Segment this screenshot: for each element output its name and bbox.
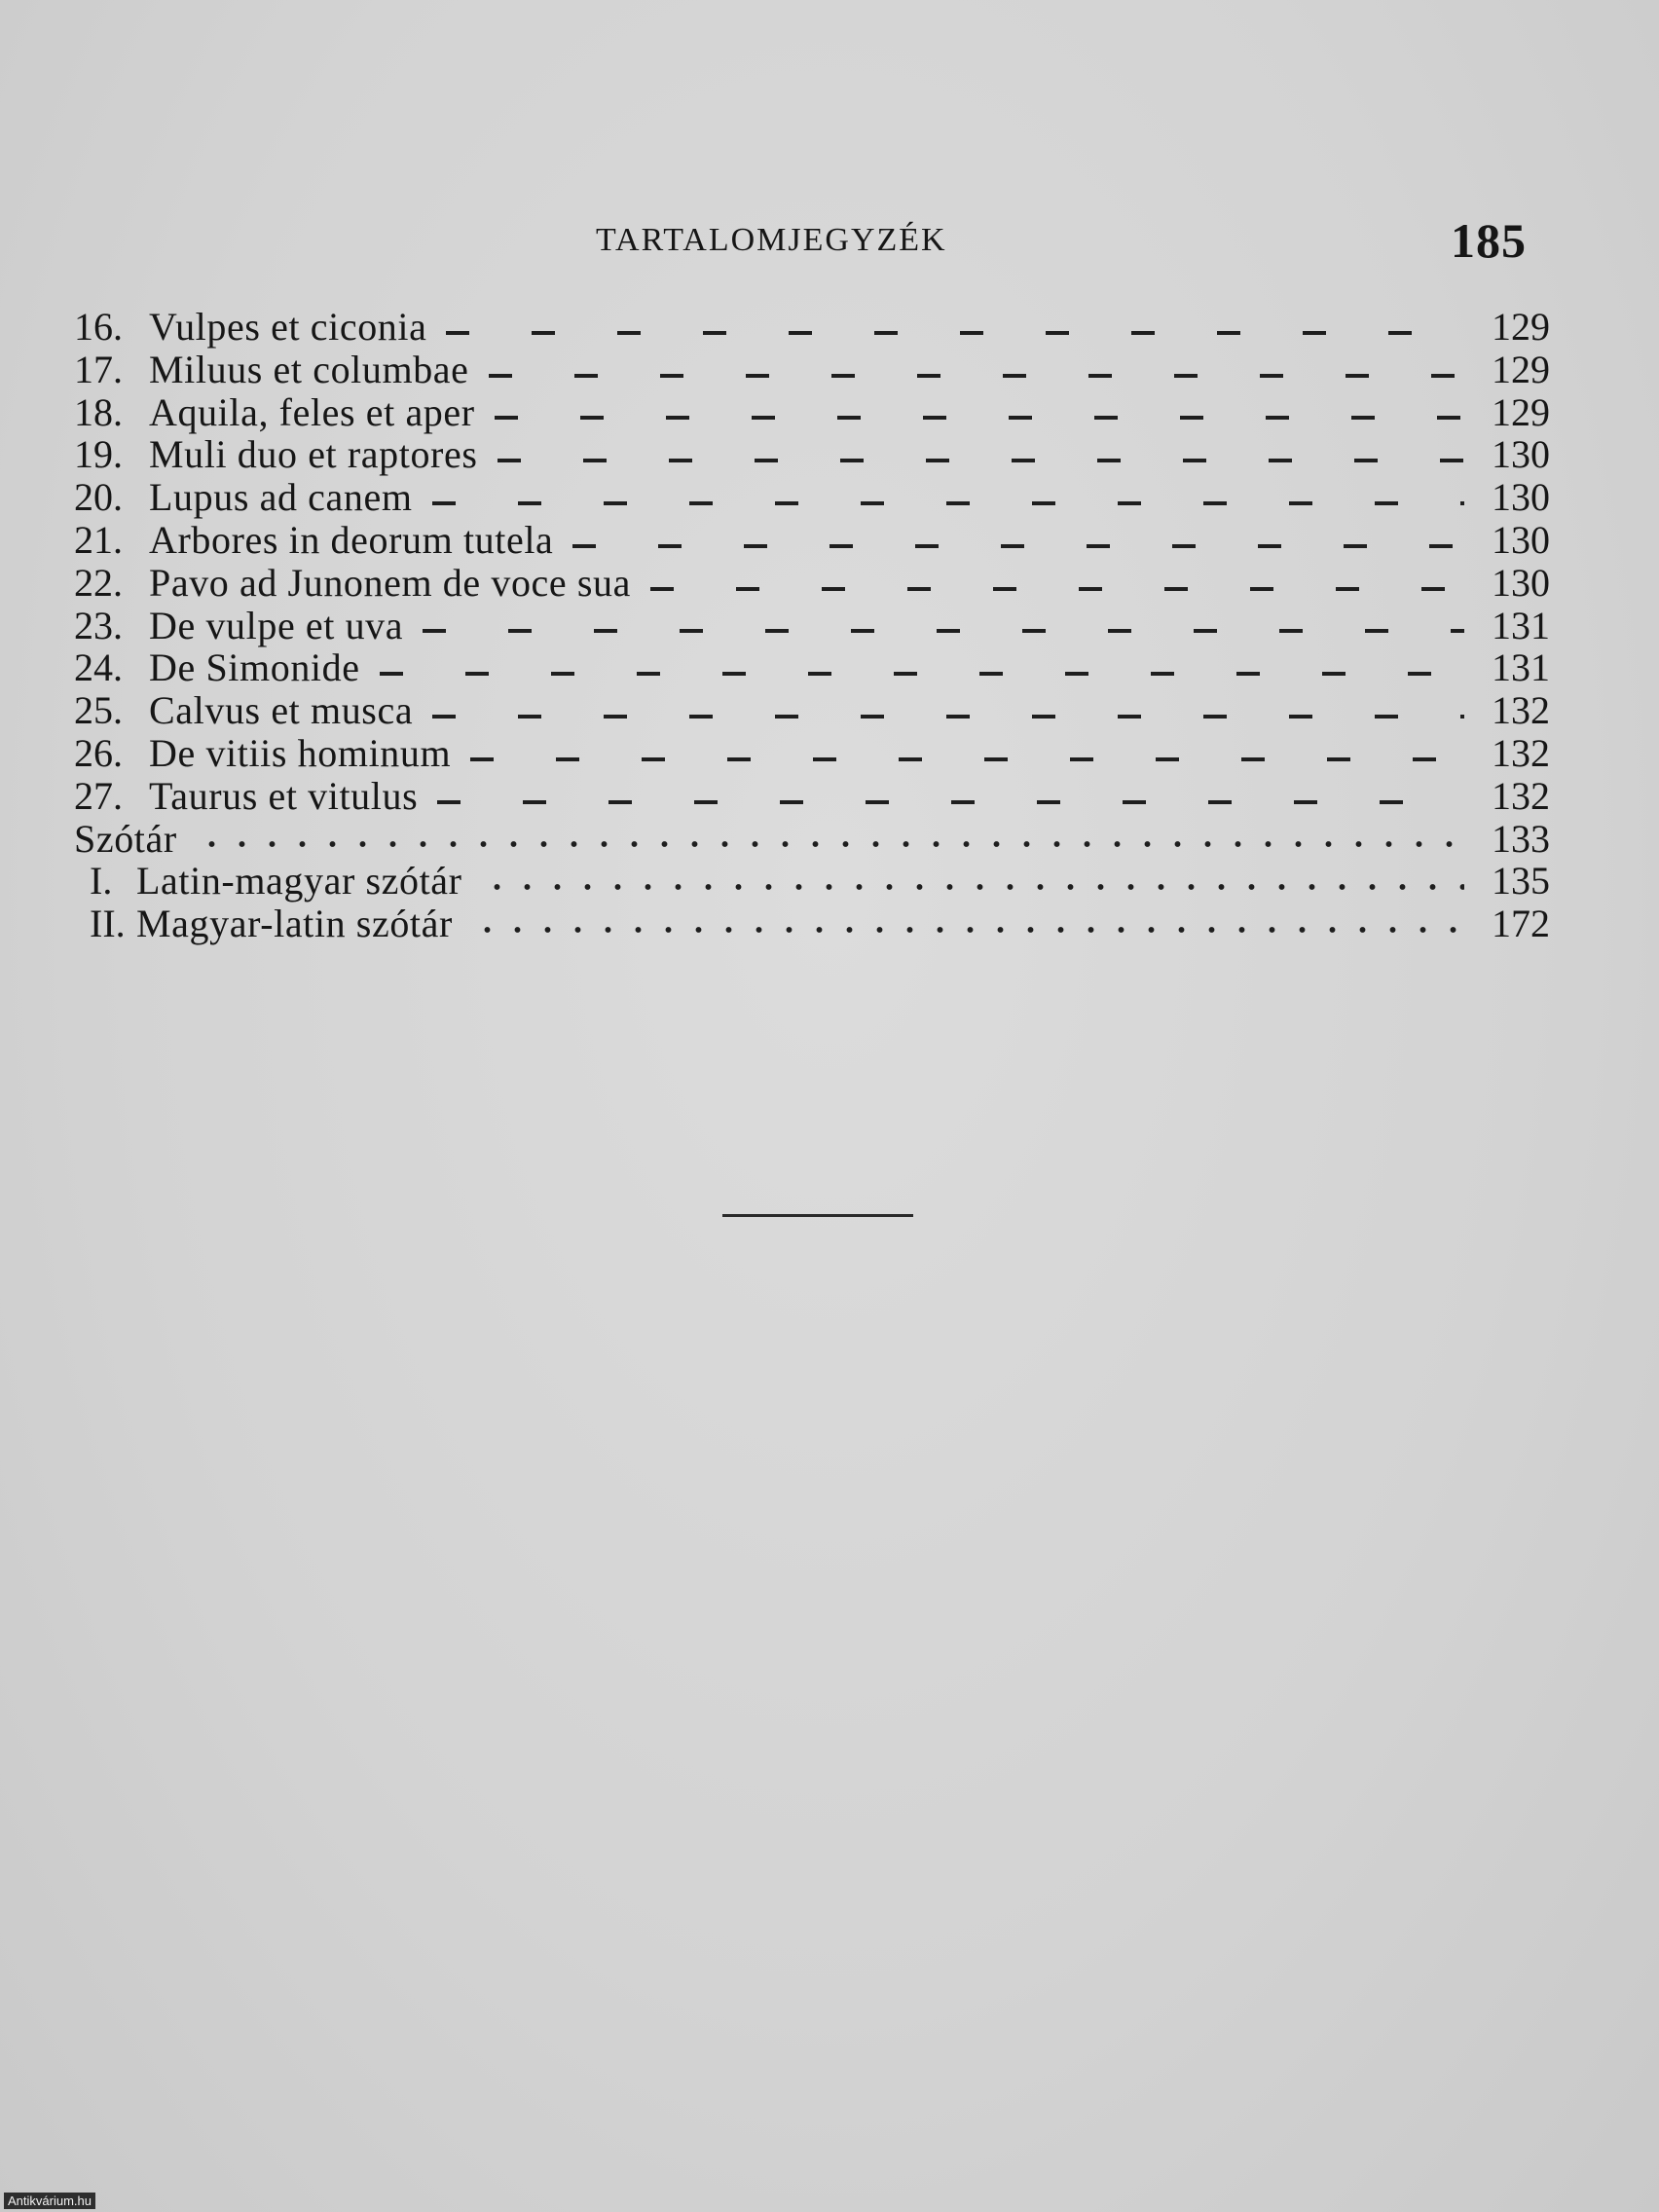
toc-entry — [74, 391, 1550, 434]
toc-entry-page: 130 — [1492, 432, 1550, 477]
toc-entry-title: De Simonide — [149, 645, 360, 690]
dash-leader — [380, 669, 1464, 679]
toc-entry-number: 24. — [74, 645, 123, 690]
toc-entry-number: 26. — [74, 730, 123, 775]
toc-entry-page: 132 — [1492, 773, 1550, 818]
dash-leader — [498, 456, 1465, 465]
toc-entry-title: Aquila, feles et aper — [149, 389, 475, 434]
toc-entry-title: De vulpe et uva — [149, 603, 404, 647]
toc-entry-title: Arbores in deorum tutela — [149, 517, 554, 562]
toc-entry — [74, 646, 1550, 689]
end-rule — [722, 1214, 913, 1217]
table-of-contents — [74, 306, 1550, 945]
dot-leader — [197, 839, 1464, 849]
toc-entry-title: De vitiis hominum — [149, 730, 452, 775]
toc-entry-number: II. — [90, 902, 126, 946]
toc-entry-title: Magyar-latin szótár — [136, 902, 453, 946]
toc-entry-title: Latin-magyar szótár — [136, 859, 462, 903]
toc-entry-page: 131 — [1492, 603, 1550, 647]
running-head: TARTALOMJEGYZÉK — [596, 222, 947, 258]
toc-entry-page: 172 — [1492, 902, 1550, 946]
toc-entry — [74, 306, 1550, 349]
dash-leader — [489, 371, 1464, 381]
toc-entry — [74, 689, 1550, 732]
dash-leader — [437, 797, 1464, 807]
toc-entry-title: Miluus et columbae — [149, 347, 469, 391]
toc-entry — [74, 860, 1550, 903]
dash-leader — [446, 328, 1464, 338]
toc-entry-title: Szótár — [74, 816, 177, 861]
toc-entry — [74, 818, 1550, 861]
dash-leader — [572, 541, 1464, 551]
dash-leader — [432, 498, 1464, 508]
toc-entry — [74, 775, 1550, 818]
toc-entry-page: 130 — [1492, 475, 1550, 520]
toc-entry-page: 135 — [1492, 859, 1550, 903]
dash-leader — [432, 712, 1464, 721]
dot-leader — [472, 925, 1464, 935]
dash-leader — [423, 626, 1464, 636]
toc-entry-number: 23. — [74, 603, 123, 647]
watermark: Antikvárium.hu — [4, 2193, 95, 2209]
toc-entry-title: Vulpes et ciconia — [149, 305, 427, 349]
toc-entry-page: 130 — [1492, 517, 1550, 562]
toc-entry-page: 132 — [1492, 730, 1550, 775]
toc-entry — [74, 732, 1550, 775]
toc-entry-number: 25. — [74, 688, 123, 733]
toc-entry — [74, 433, 1550, 476]
toc-entry-title: Taurus et vitulus — [149, 773, 419, 818]
toc-entry-number: 17. — [74, 347, 123, 391]
toc-entry-title: Calvus et musca — [149, 688, 414, 733]
toc-entry-title: Lupus ad canem — [149, 475, 413, 520]
dot-leader — [482, 882, 1464, 892]
dash-leader — [650, 584, 1464, 594]
toc-entry-page: 130 — [1492, 560, 1550, 605]
page-number: 185 — [1451, 213, 1527, 268]
toc-entry-number: I. — [90, 859, 113, 903]
toc-entry-number: 22. — [74, 560, 123, 605]
toc-entry-page: 133 — [1492, 816, 1550, 861]
toc-entry — [74, 562, 1550, 605]
toc-entry-number: 19. — [74, 432, 123, 477]
toc-entry — [74, 476, 1550, 519]
toc-entry — [74, 519, 1550, 562]
toc-entry-title: Pavo ad Junonem de voce sua — [149, 560, 631, 605]
toc-entry-number: 18. — [74, 389, 123, 434]
toc-entry — [74, 349, 1550, 391]
toc-entry-number: 27. — [74, 773, 123, 818]
dash-leader — [470, 755, 1464, 764]
toc-entry — [74, 605, 1550, 647]
toc-entry-number: 16. — [74, 305, 123, 349]
toc-entry-page: 132 — [1492, 688, 1550, 733]
toc-entry-page: 129 — [1492, 389, 1550, 434]
toc-entry-number: 20. — [74, 475, 123, 520]
toc-entry — [74, 903, 1550, 945]
toc-entry-page: 129 — [1492, 347, 1550, 391]
toc-entry-page: 129 — [1492, 305, 1550, 349]
toc-entry-page: 131 — [1492, 645, 1550, 690]
toc-entry-title: Muli duo et raptores — [149, 432, 478, 477]
toc-entry-number: 21. — [74, 517, 123, 562]
dash-leader — [495, 413, 1464, 423]
